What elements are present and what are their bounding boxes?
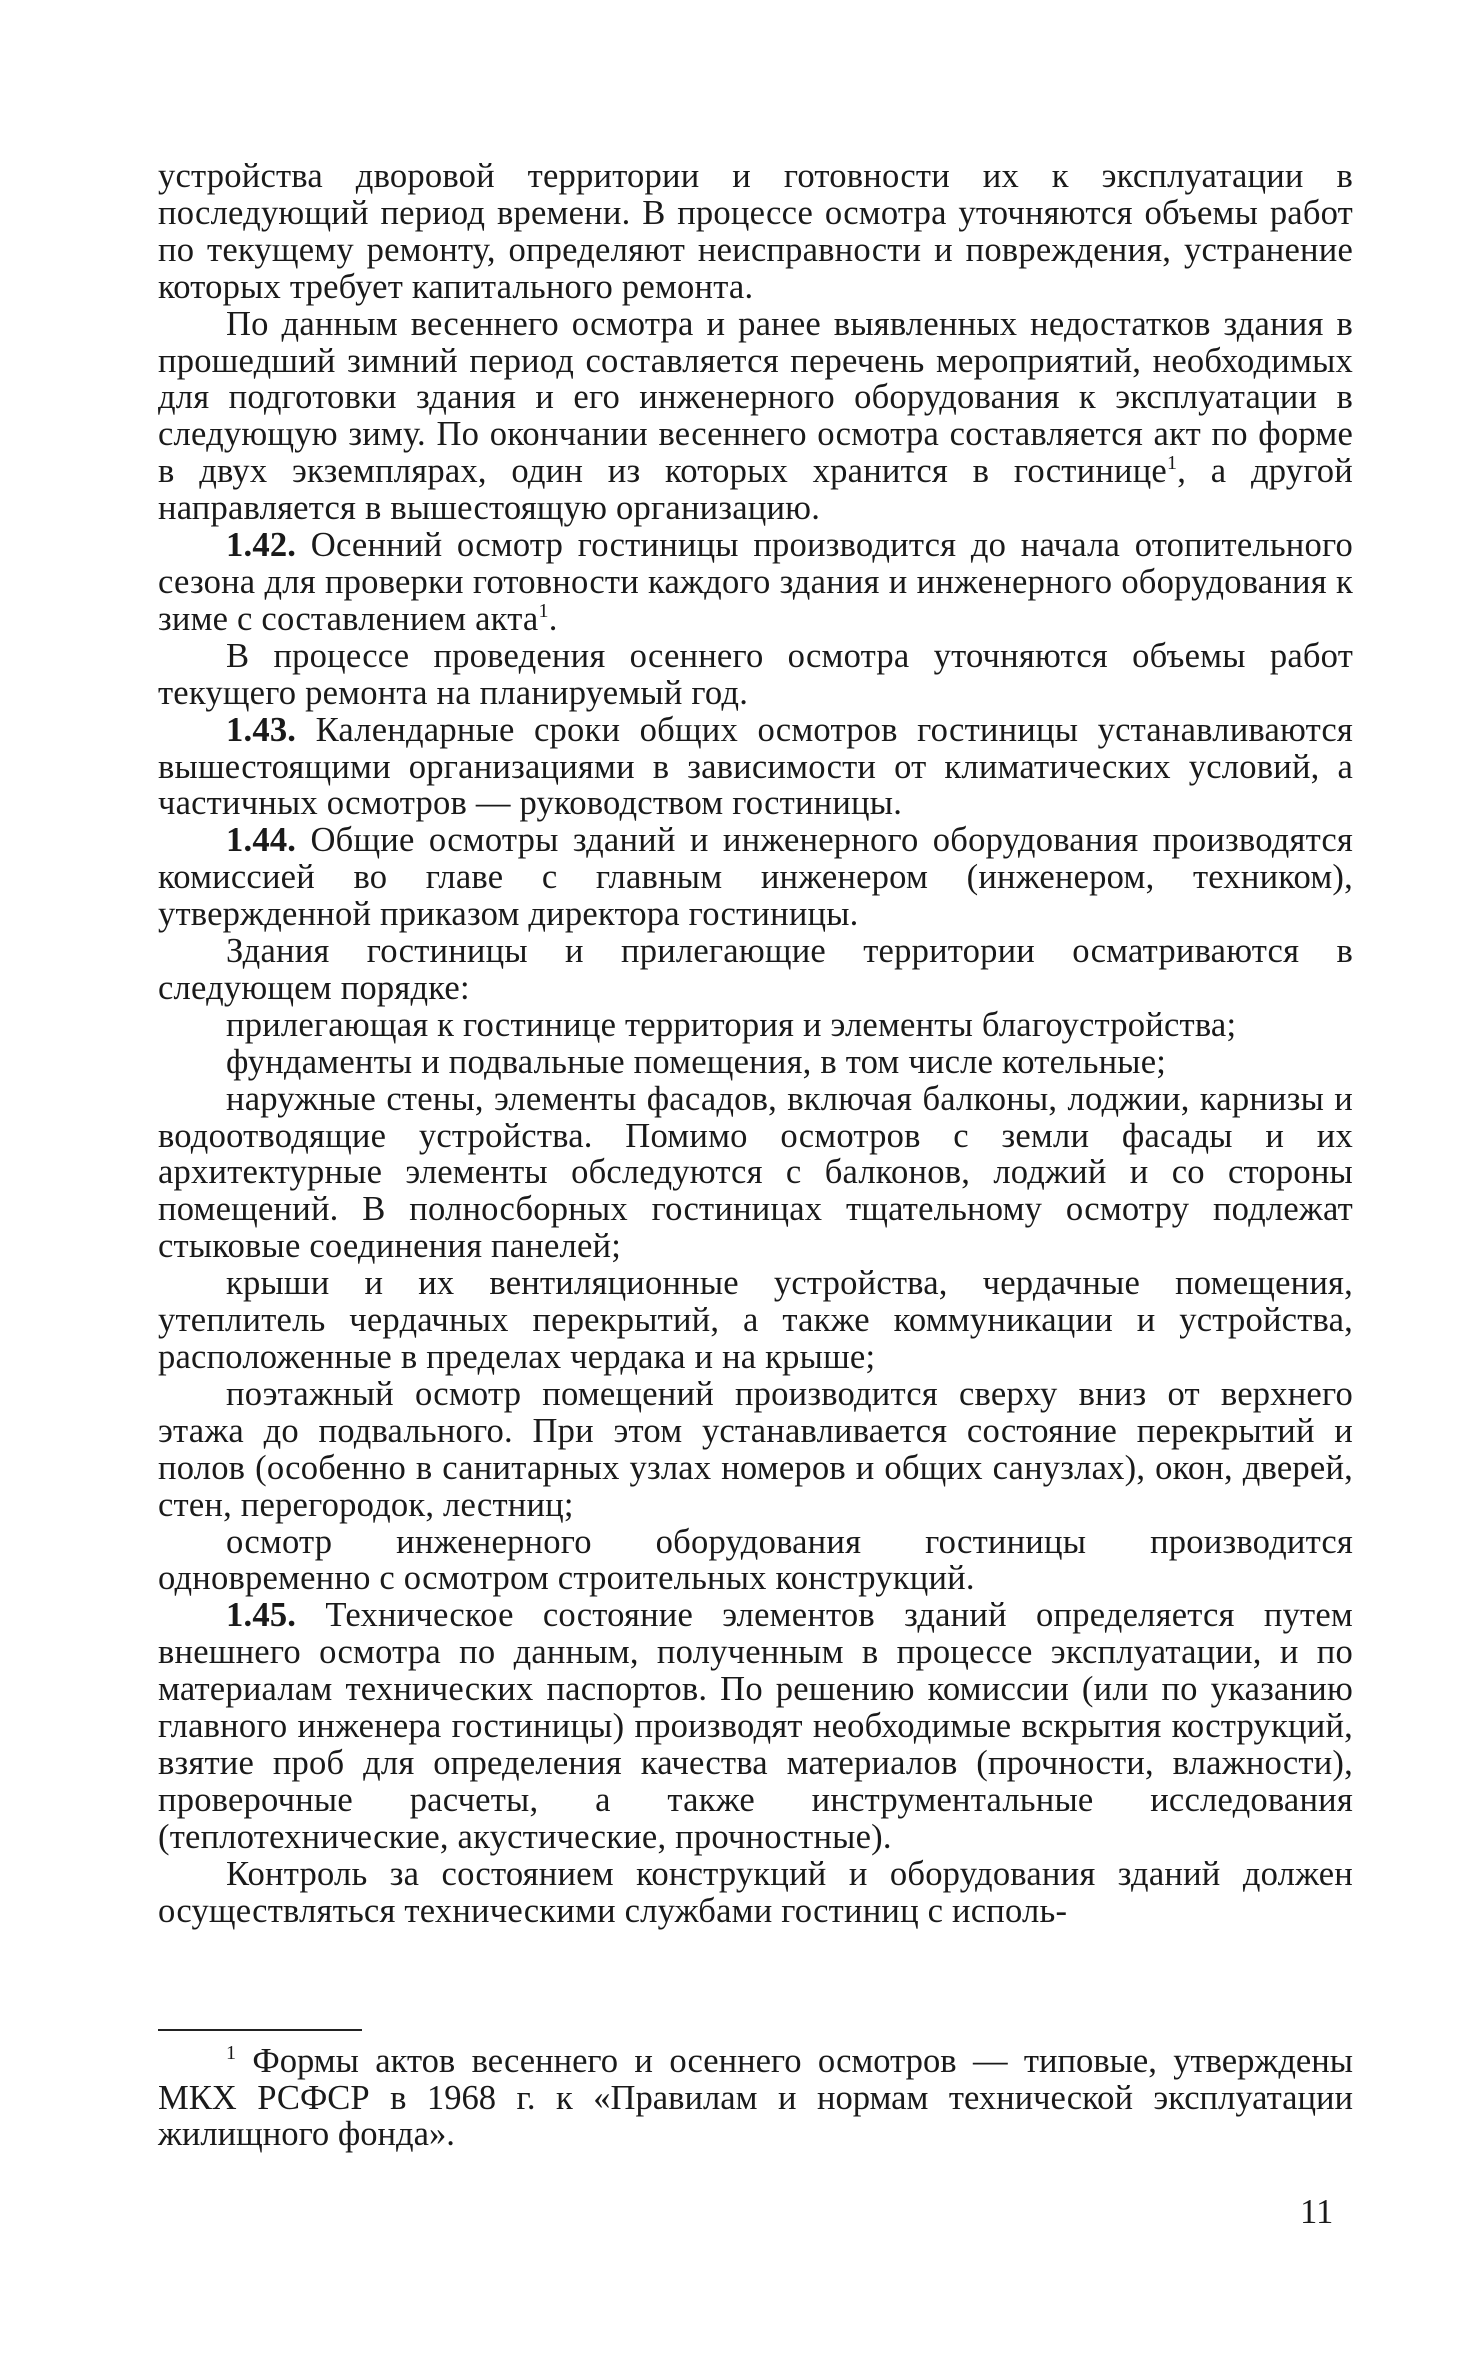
section-number-1-44: 1.44. xyxy=(226,821,297,860)
page-number: 11 xyxy=(1300,2193,1334,2231)
paragraph-1-43-text: Календарные сроки общих осмотров гостиницы устанавливаются вышестоящими организациями в зависимости от климатических условий, а частичных осмотров — руководством гостиницы. xyxy=(158,710,1353,823)
paragraph-control: Контроль за состоянием конструкций и оборудования зданий должен осуществляться техническими службами гостиниц с исполь- xyxy=(158,1854,1353,1930)
paragraph-1-42-end: . xyxy=(548,599,558,638)
paragraph-1-45-text: Техническое состояние элементов зданий определяется путем внешнего осмотра по данным, полученным в процессе эксплуатации, и по материалам технических паспортов. По решению комиссии (или по указанию главного инженера гостиницы) производят необходимые вскрытия кострукций, взятие проб для определения качества материалов (прочности, влажности), проверочные расчеты, а также инструментальные исследования (теплотехнические, акустические, прочностные). xyxy=(158,1596,1353,1856)
list-item-floors: поэтажный осмотр помещений производится сверху вниз от верхнего этажа до подвального. При этом устанавливается состояние перекрытий и полов (особенно в санитарных узлах номеров и общих санузлах), окон, дверей, стен, перегородок, лестниц; xyxy=(158,1374,1353,1524)
paragraph-1-44-text: Общие осмотры зданий и инженерного оборудования производятся комиссией во главе с главным инженером (инженером, техником), утвержденной приказом директора гостиницы. xyxy=(158,821,1353,934)
footnote-divider xyxy=(158,2029,362,2031)
section-number-1-43: 1.43. xyxy=(226,710,297,749)
list-item-engineering: осмотр инженерного оборудования гостиницы производится одновременно с осмотром строительных конструкций. xyxy=(158,1522,1353,1598)
paragraph-autumn: В процессе проведения осеннего осмотра уточняются объемы работ текущего ремонта на планируемый год. xyxy=(158,636,1353,712)
main-text xyxy=(158,158,1353,1930)
footnote-ref: 1 xyxy=(538,599,549,622)
list-item-roofs: крыши и их вентиляционные устройства, чердачные помещения, утеплитель чердачных перекрытий, а также коммуникации и устройства, расположенные в пределах чердака и на крыше; xyxy=(158,1264,1353,1376)
footnote-text: Формы актов весеннего и осеннего осмотров — типовые, утверждены МКХ РСФСР в 1968 г. к «Правилам и нормам технической эксплуатации жилищного фонда». xyxy=(158,2042,1353,2154)
paragraph-1-43 xyxy=(158,712,1353,823)
footnote-mark: 1 xyxy=(226,2041,237,2064)
paragraph-spring-inspection xyxy=(158,306,1353,527)
list-item-territory: прилегающая к гостинице территория и элементы благоустройства; xyxy=(226,1005,1237,1044)
paragraph-1-44 xyxy=(158,822,1353,933)
paragraph-spring-text-a: По данным весеннего осмотра и ранее выявленных недостатков здания в прошедший зимний период составляется перечень мероприятий, необходимых для подготовки здания и его инженерного оборудования к эксплуатации в следующую зиму. По окончании весеннего осмотра составляется акт по форме в двух экземплярах, один из которых хранится в гостинице xyxy=(158,304,1353,491)
list-item-walls: наружные стены, элементы фасадов, включая балконы, лоджии, карнизы и водоотводящие устройства. Помимо осмотров с земли фасады и их архитектурные элементы обследуются с балконов, лоджий и со стороны помещений. В полносборных гостиницах тщательному осмотру подлежат стыковые соединения панелей; xyxy=(158,1079,1353,1266)
paragraph-intro: устройства дворовой территории и готовности их к эксплуатации в последующий период времени. В процессе осмотра уточняются объемы работ по текущему ремонту, определяют неисправности и повреждения, устранение которых требует капитального ремонта. xyxy=(158,157,1353,306)
paragraph-spring-text-b: , а другой направляется в вышестоящую организацию. xyxy=(158,452,1353,528)
list-item-foundations: фундаменты и подвальные помещения, в том числе котельные; xyxy=(226,1042,1167,1081)
paragraph-1-45 xyxy=(158,1597,1353,1855)
paragraph-1-42 xyxy=(158,527,1353,638)
footnote-ref: 1 xyxy=(1166,452,1178,475)
paragraph-1-42-text: Осенний осмотр гостиницы производится до начала отопительного сезона для проверки готовности каждого здания и инженерного оборудования к зиме с составлением акта xyxy=(158,526,1353,638)
footnote xyxy=(158,2043,1353,2153)
paragraph-order: Здания гостиницы и прилегающие территории осматриваются в следующем порядке: xyxy=(158,932,1353,1007)
section-number-1-45: 1.45. xyxy=(226,1596,297,1635)
section-number-1-42: 1.42. xyxy=(226,526,297,565)
